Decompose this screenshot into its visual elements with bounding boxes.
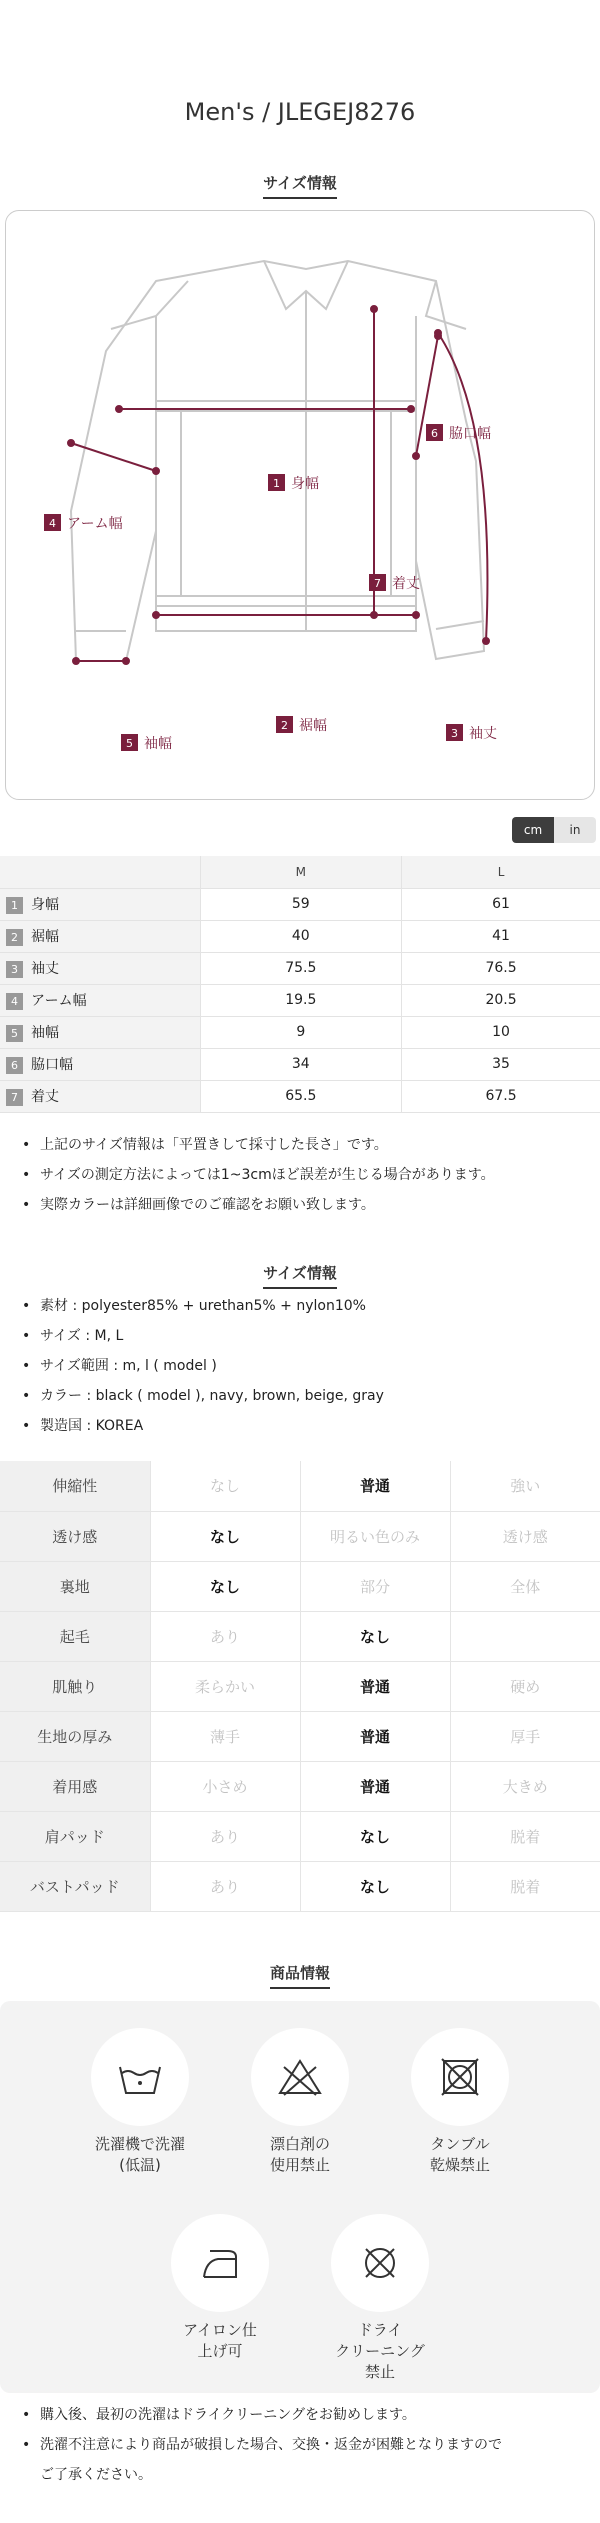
table-row: 4 アーム幅 19.5 20.5 [0,984,600,1016]
fabric-option: あり [150,1861,300,1911]
table-row: 7 着丈 65.5 67.5 [0,1080,600,1112]
label-3 [446,724,497,742]
fabric-option: 普通 [300,1661,450,1711]
svg-text:脇口幅: 脇口幅 [449,426,491,442]
size-col-header: M [200,856,402,888]
size-col-header: L [402,856,600,888]
svg-text:5: 5 [126,737,133,750]
table-row [0,1661,600,1711]
size-table-header [0,856,600,888]
table-row [0,1711,600,1761]
care-notes [22,2400,592,2490]
spec-heading: サイズ情報 [0,1262,600,1289]
svg-text:アーム幅: アーム幅 [67,516,123,532]
fabric-attribute-label: 肌触り [0,1661,150,1711]
list-item: • 製造国 : KOREA [22,1411,592,1441]
fabric-option: あり [150,1611,300,1661]
jacket-outline [71,261,484,661]
size-notes [22,1130,592,1220]
table-row [0,1761,600,1811]
table-row: 1 身幅 59 61 [0,888,600,920]
list-item: • サイズ : M, L [22,1321,592,1351]
size-table [0,856,600,1113]
label-4 [44,514,123,532]
list-item: • サイズ範囲 : m, l ( model ) [22,1351,592,1381]
iron-icon [171,2214,269,2312]
table-row [0,1861,600,1911]
svg-text:裾幅: 裾幅 [299,718,327,734]
svg-text:3: 3 [451,727,458,740]
list-item: • 素材 : polyester85% + urethan5% + nylon10% [22,1291,592,1321]
table-row [0,1611,600,1661]
svg-text:1: 1 [273,477,280,490]
care-item-no-dry-clean: ドライ クリーニング 禁止 [305,2214,455,2383]
label-6 [426,424,491,442]
care-panel [0,2001,600,2393]
unit-toggle[interactable] [512,817,596,843]
fabric-option: なし [150,1461,300,1511]
fabric-option: なし [300,1811,450,1861]
fabric-attribute-label: 着用感 [0,1761,150,1811]
fabric-option: 柔らかい [150,1661,300,1711]
fabric-option: 普通 [300,1461,450,1511]
fabric-option: あり [150,1811,300,1861]
jacket-illustration [6,211,596,801]
product-info-heading: 商品情報 [0,1962,600,1989]
svg-text:身幅: 身幅 [291,476,319,492]
svg-text:着丈: 着丈 [392,576,420,592]
care-item-tumble-dry: タンブル 乾燥禁止 [385,2028,535,2176]
fabric-attribute-label: バストパッド [0,1861,150,1911]
tumble-dry-icon [411,2028,509,2126]
label-7 [369,574,420,592]
fabric-option: 普通 [300,1761,450,1811]
fabric-option: なし [300,1861,450,1911]
no-dry-clean-icon [331,2214,429,2312]
care-item-no-bleach: 漂白剤の 使用禁止 [225,2028,375,2176]
svg-text:2: 2 [281,719,288,732]
table-row [0,1811,600,1861]
table-row [0,1461,600,1511]
fabric-attribute-label: 肩パッド [0,1811,150,1861]
svg-text:袖丈: 袖丈 [469,726,497,742]
list-item: • 購入後、最初の洗濯はドライクリーニングをお勧めします。 [22,2400,592,2430]
fabric-option: なし [150,1561,300,1611]
fabric-option: 透け感 [450,1511,600,1561]
fabric-option: 全体 [450,1561,600,1611]
fabric-option [450,1611,600,1661]
table-row: 2 裾幅 40 41 [0,920,600,952]
fabric-option: 硬め [450,1661,600,1711]
fabric-attribute-label: 透け感 [0,1511,150,1561]
fabric-option: 小さめ [150,1761,300,1811]
list-item: • 上記のサイズ情報は「平置きして採寸した長さ」です。 [22,1130,592,1160]
unit-in-button[interactable]: in [554,817,596,843]
table-row: 6 脇口幅 34 35 [0,1048,600,1080]
fabric-table [0,1461,600,1912]
fabric-option: なし [300,1611,450,1661]
fabric-option: 強い [450,1461,600,1511]
list-item: • 実際カラーは詳細画像でのご確認をお願い致します。 [22,1190,592,1220]
fabric-attribute-label: 起毛 [0,1611,150,1661]
svg-text:4: 4 [49,517,56,530]
size-diagram [5,210,595,800]
fabric-option: 薄手 [150,1711,300,1761]
fabric-attribute-label: 伸縮性 [0,1461,150,1511]
label-1 [268,474,319,492]
care-item-iron: アイロン仕 上げ可 [145,2214,295,2362]
svg-text:7: 7 [374,577,381,590]
sleeve-line [438,333,487,641]
fabric-option: 脱着 [450,1861,600,1911]
list-item: • カラー : black ( model ), navy, brown, beige, gray [22,1381,592,1411]
table-row: 5 袖幅 9 10 [0,1016,600,1048]
no-bleach-icon [251,2028,349,2126]
care-item-machine-wash: 洗濯機で洗濯 (低温) [65,2028,215,2176]
unit-cm-button[interactable]: cm [512,817,554,843]
table-row: 3 袖丈 75.5 76.5 [0,952,600,984]
size-info-heading: サイズ情報 [0,172,600,199]
svg-text:袖幅: 袖幅 [144,736,172,752]
diagram-labels [44,424,497,752]
fabric-option: 普通 [300,1711,450,1761]
machine-wash-icon [91,2028,189,2126]
page-title: Men's / JLEGEJ8276 [184,98,416,126]
fabric-option: なし [150,1511,300,1561]
list-item: • 洗濯不注意により商品が破損した場合、交換・返金が困難となりますので ご了承ください。 [22,2430,592,2490]
spec-list [22,1291,592,1441]
table-row [0,1511,600,1561]
table-row [0,1561,600,1611]
fabric-attribute-label: 裏地 [0,1561,150,1611]
fabric-option: 部分 [300,1561,450,1611]
fabric-attribute-label: 生地の厚み [0,1711,150,1761]
list-item: • サイズの測定方法によっては1~3cmほど誤差が生じる場合があります。 [22,1160,592,1190]
svg-text:6: 6 [431,427,438,440]
fabric-option: 大きめ [450,1761,600,1811]
label-2 [276,716,327,734]
fabric-option: 脱着 [450,1811,600,1861]
fabric-option: 明るい色のみ [300,1511,450,1561]
fabric-option: 厚手 [450,1711,600,1761]
label-5 [121,734,172,752]
